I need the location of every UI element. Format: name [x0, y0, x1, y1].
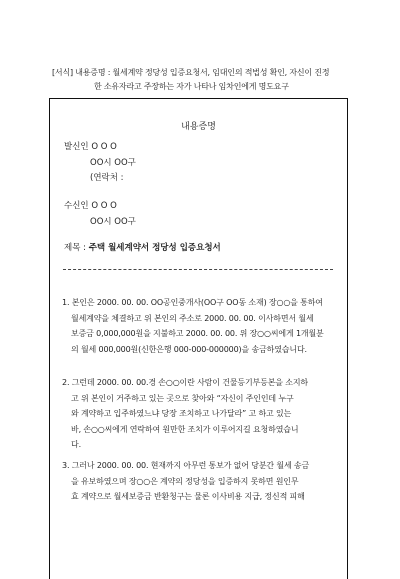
paragraph-line: 효 계약으로 월세보증금 반환청구는 물론 이사비용 지급, 정신적 피해 — [71, 492, 305, 501]
receiver-address: OO시 OO구 — [90, 216, 136, 227]
paragraph-line: 바, 손○○씨에게 연락하여 원만한 조치가 이루어지길 요청하였습니 — [71, 424, 299, 434]
paragraph-line: 월세계약을 체결하고 위 본인의 주소로 2000. 00. 00. 이사하면서 월세 — [71, 313, 314, 323]
paragraph-1 — [62, 295, 338, 357]
subject-text: 주택 월세계약서 정당성 입증요청서 — [88, 243, 221, 253]
paragraph-line: 보증금 0,000,000원을 지불하고 2000. 00. 00. 위 장○○씨에게 1개월분 — [71, 329, 324, 338]
paragraph-2 — [62, 375, 338, 453]
sender-address: OO시 OO구 — [90, 157, 136, 168]
paragraph-line: 의 월세 000,000원(신한은행 000-000-000000)을 송금하였습니다. — [71, 344, 307, 354]
sender-contact: (연락처 : — [90, 173, 124, 183]
form-caption — [52, 66, 372, 94]
dashed-divider — [63, 269, 333, 270]
subject-line — [64, 241, 221, 253]
paragraph-line: 1. 본인은 2000. 00. 00. OO공인중개사(OO구 OO동 소재) 장○○을 통하여 — [62, 298, 323, 307]
paragraph-line: 3. 그러나 2000. 00. 00. 현재까지 아무런 통보가 없어 당분간 월세 송금 — [62, 461, 310, 470]
paragraph-line: 고 위 본인이 거주하고 있는 곳으로 찾아와 “자신이 주인인데 누구 — [71, 393, 294, 403]
document-title: 내용증명 — [181, 122, 216, 132]
subject-prefix: 제목 : — [64, 243, 89, 253]
paragraph-line: 와 계약하고 입주하였느냐 당장 조치하고 나가달라” 고 하고 있는 — [71, 409, 292, 418]
paragraph-line: 2. 그런데 2000. 00. 00.경 손○○이란 사람이 건물등기부등본을 소지하 — [62, 378, 308, 387]
caption-line-2: 한 소유자라고 주장하는 자가 나타나 임차인에게 명도요구 — [94, 82, 289, 91]
paragraph-line: 을 유보하였으며 장○○은 계약의 정당성을 입증하지 못하면 원인무 — [71, 476, 299, 486]
paragraph-line: 다. — [71, 440, 81, 449]
sender-block — [64, 140, 136, 187]
sender-label: 발신인 O O O — [64, 142, 117, 152]
receiver-label: 수신인 O O O — [64, 201, 117, 211]
document-frame — [49, 98, 348, 579]
receiver-block — [64, 199, 136, 230]
caption-line-1: [서식] 내용증명 : 월세계약 정당성 입증요청서, 임대인의 적법성 확인, 자신이 진정 — [52, 68, 330, 77]
paragraph-3 — [62, 458, 338, 505]
